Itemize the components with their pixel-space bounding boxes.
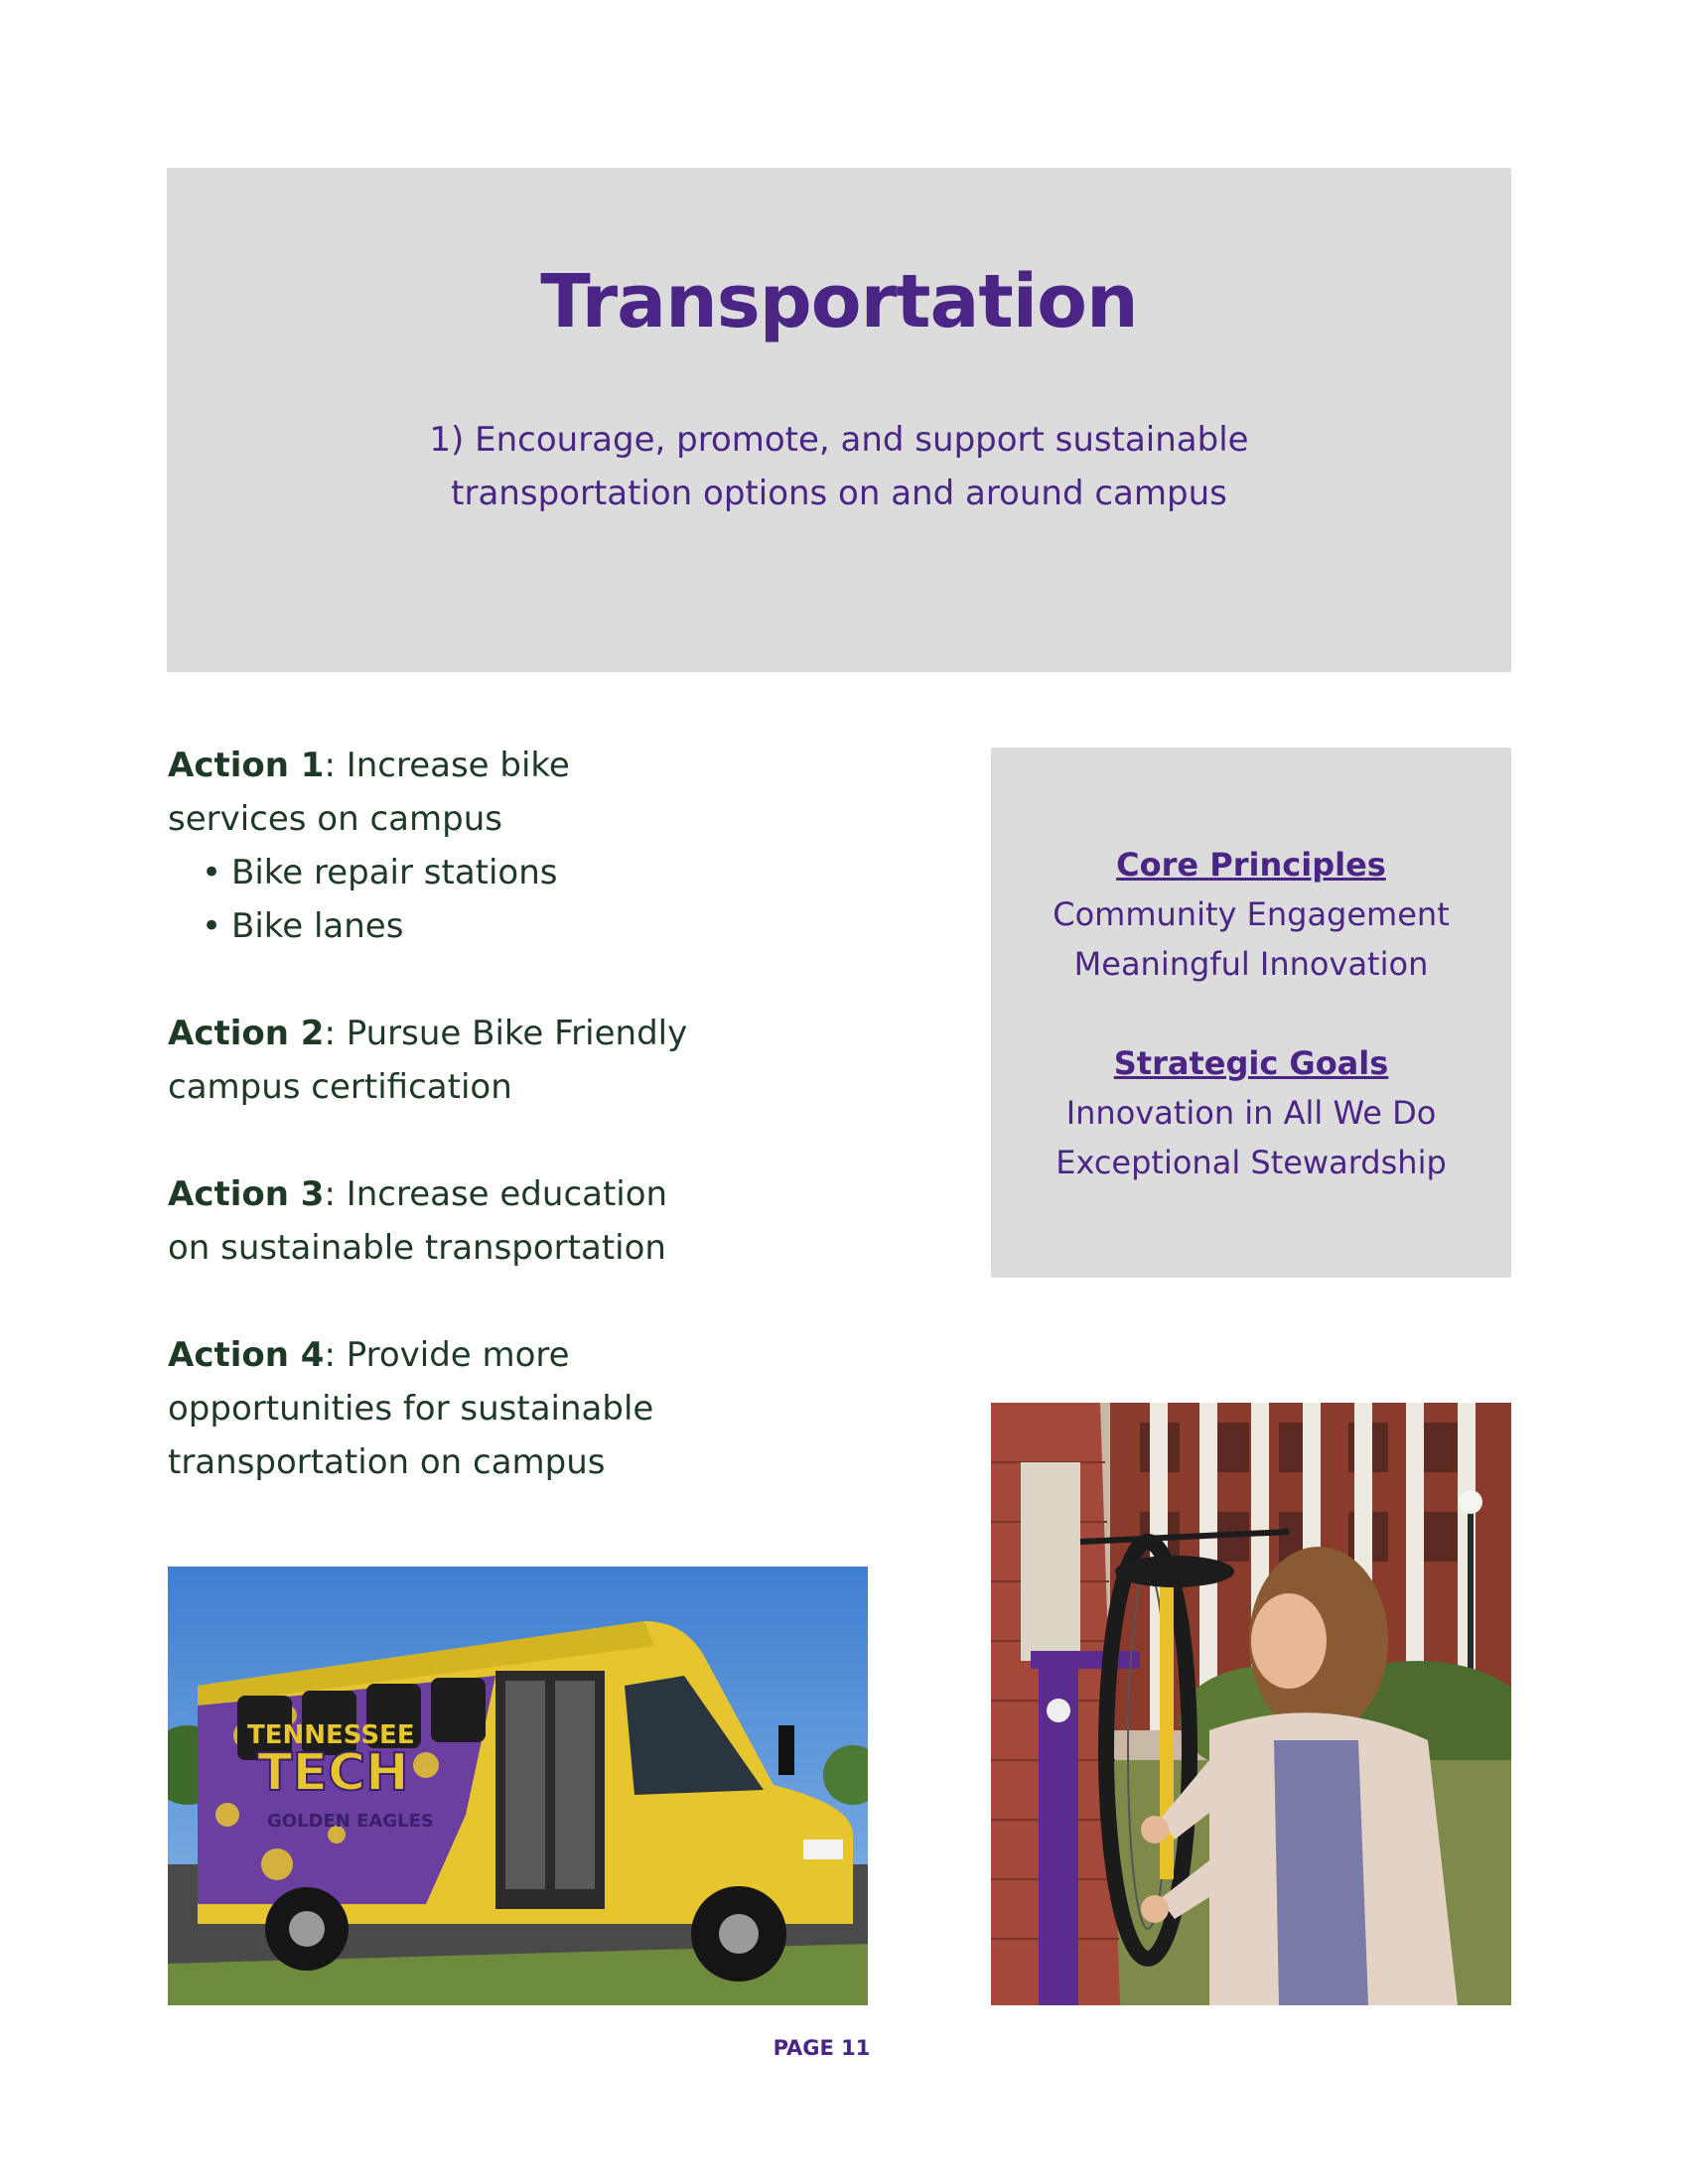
core-principle-item: Meaningful Innovation [1073, 945, 1429, 983]
actions-list [168, 739, 803, 1489]
header-panel [167, 168, 1511, 672]
action-text: transportation on campus [168, 1442, 606, 1482]
bike-repair-illustration [991, 1403, 1511, 2005]
action-text: on sustainable transportation [168, 1228, 666, 1268]
action-text: : Increase bike [324, 746, 570, 785]
action-text: : Pursue Bike Friendly [324, 1014, 688, 1053]
page-title: Transportation [540, 259, 1138, 344]
action-text: services on campus [168, 799, 502, 839]
action-label: Action 3 [168, 1174, 325, 1214]
action-bullets [168, 846, 803, 953]
subtitle-line-1: 1) Encourage, promote, and support sustainable [429, 420, 1249, 460]
action-text: : Increase education [324, 1174, 668, 1214]
bullet-text: Bike repair stations [231, 853, 558, 892]
page-number: PAGE 11 [773, 2036, 871, 2060]
core-principles-heading: Core Principles [1116, 846, 1386, 884]
bus-lettering-1: TENNESSEE [247, 1720, 415, 1750]
campus-bus-illustration [168, 1567, 868, 2005]
action-label: Action 1 [168, 746, 325, 785]
action-item-3 [168, 1167, 803, 1275]
strategic-goal-item: Exceptional Stewardship [1055, 1144, 1447, 1181]
action-item-1 [168, 739, 803, 953]
bus-lettering-2: TECH [257, 1743, 409, 1803]
campus-bus-photo [168, 1567, 868, 2005]
bike-repair-photo [991, 1403, 1511, 2005]
action-text: : Provide more [324, 1335, 570, 1375]
action-item-2 [168, 1007, 803, 1114]
action-item-4 [168, 1328, 803, 1489]
bus-lettering-3: GOLDEN EAGLES [267, 1811, 434, 1832]
action-text: opportunities for sustainable [168, 1389, 654, 1429]
subtitle-line-2: transportation options on and around campus [451, 474, 1227, 513]
strategic-goal-item: Innovation in All We Do [1065, 1094, 1437, 1132]
bullet-icon: • [202, 906, 222, 946]
bullet-icon: • [202, 853, 222, 892]
action-text: campus certification [168, 1067, 512, 1107]
action-label: Action 2 [168, 1014, 325, 1053]
bullet-item [202, 846, 803, 899]
strategic-goals-heading: Strategic Goals [1113, 1044, 1389, 1082]
bullet-item [202, 899, 803, 953]
action-label: Action 4 [168, 1335, 325, 1375]
bullet-text: Bike lanes [231, 906, 404, 946]
core-principle-item: Community Engagement [1053, 895, 1450, 933]
principles-panel [991, 748, 1511, 1278]
page-subtitle [167, 413, 1511, 520]
